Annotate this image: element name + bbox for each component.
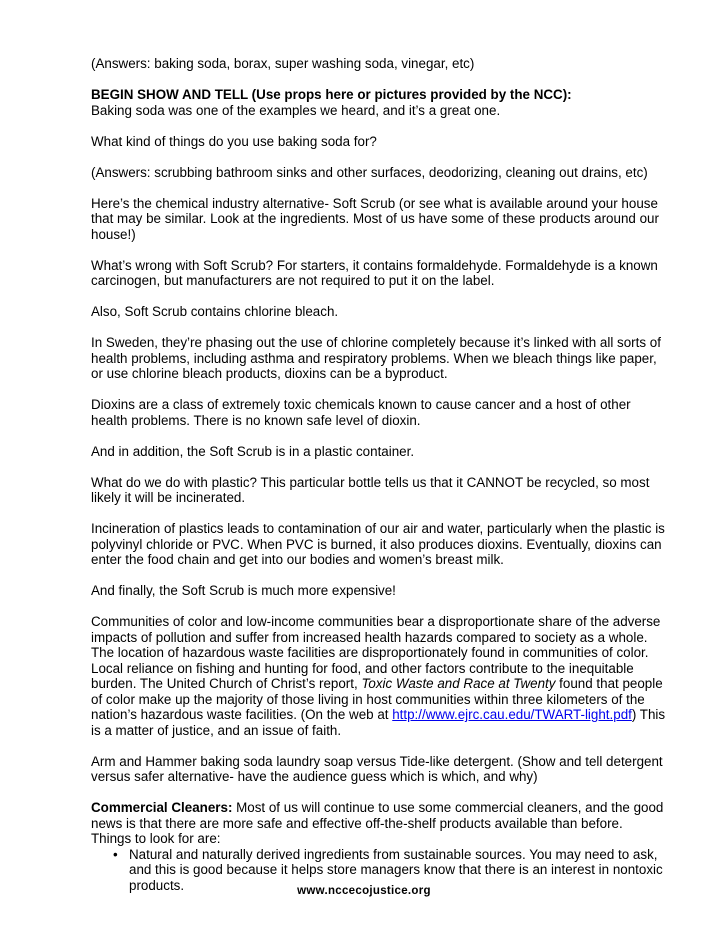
document-body xyxy=(91,56,666,893)
justice-text-c: ) This is a matter of justice, and an issue of faith. xyxy=(91,707,666,738)
report-title: Toxic Waste and Race at Twenty xyxy=(361,676,556,691)
incineration-paragraph: Incineration of plastics leads to contamination of our air and water, particularly when the plastic is polyvinyl chloride or PVC. When PVC is burned, it also produces dioxins. Eventually, dioxins can enter the food chain and get into our bodies and women’s breast milk. xyxy=(91,521,665,567)
list-item-text: Natural and naturally derived ingredients from sustainable sources. You may need to ask, and this is good because it helps store managers know that there is an interest in nontoxic products. xyxy=(129,846,663,893)
commercial-cleaners-heading: Commercial Cleaners: xyxy=(91,800,233,815)
report-link[interactable]: http://www.ejrc.cau.edu/TWART-light.pdf xyxy=(392,707,632,722)
justice-text-a: Communities of color and low-income communities bear a disproportionate share of the adverse impacts of pollution and suffer from increased health hazards compared to society as a whole. The location of hazardous waste facilities are disproportionately found in communities of color. Local reliance on fishing and hunting for food, and other factors contribute to the inequitable burden. The United Church of Christ’s report, xyxy=(91,614,661,691)
sweden-paragraph: In Sweden, they’re phasing out the use of chlorine completely because it’s linked with all sorts of health problems, including asthma and respiratory problems. When we bleach things like paper, or use chlorine bleach products, dioxins can be a byproduct. xyxy=(91,335,661,381)
answers-paragraph-2: (Answers: scrubbing bathroom sinks and other surfaces, deodorizing, cleaning out drains, etc) xyxy=(91,164,648,180)
detergent-paragraph: Arm and Hammer baking soda laundry soap versus Tide-like detergent. (Show and tell detergent versus safer alternative- have the audience guess which is which, and why) xyxy=(91,753,663,784)
soft-scrub-alternative-paragraph: Here’s the chemical industry alternative- Soft Scrub (or see what is available around your house that may be similar. Look at the ingredients. Most of us have some of these products around our house!) xyxy=(91,195,659,242)
show-and-tell-heading: BEGIN SHOW AND TELL (Use props here or pictures provided by the NCC): xyxy=(91,87,572,102)
answers-paragraph-1: (Answers: baking soda, borax, super washing soda, vinegar, etc) xyxy=(91,56,475,71)
plastic-container-paragraph: And in addition, the Soft Scrub is in a plastic container. xyxy=(91,443,415,459)
formaldehyde-paragraph: What’s wrong with Soft Scrub? For starters, it contains formaldehyde. Formaldehyde is a known carcinogen, but manufacturers are not required to put it on the label. xyxy=(91,257,658,288)
dioxins-paragraph: Dioxins are a class of extremely toxic chemicals known to cause cancer and a host of other health problems. There is no known safe level of dioxin. xyxy=(91,397,631,428)
chlorine-bleach-paragraph: Also, Soft Scrub contains chlorine bleach. xyxy=(91,304,339,319)
commercial-cleaners-body: Most of us will continue to use some commercial cleaners, and the good news is that there are more safe and effective off-the-shelf products available than before. Things to look for are: xyxy=(91,800,664,846)
show-and-tell-body: Baking soda was one of the examples we heard, and it’s a great one. xyxy=(91,102,501,118)
justice-text-b: found that people of color make up the majority of those living in host communities within three kilometers of the nation’s hazardous waste facilities. (On the web at xyxy=(91,676,663,722)
recycling-paragraph: What do we do with plastic? This particular bottle tells us that it CANNOT be recycled, so most likely it will be incinerated. xyxy=(91,474,650,505)
commercial-cleaners-paragraph xyxy=(91,800,666,847)
show-and-tell-paragraph xyxy=(91,87,666,118)
expensive-paragraph: And finally, the Soft Scrub is much more expensive! xyxy=(91,583,396,598)
bullet-icon: • xyxy=(113,846,118,862)
footer-url: www.nccecojustice.org xyxy=(297,885,431,897)
environmental-justice-paragraph xyxy=(91,614,666,738)
question-paragraph: What kind of things do you use baking soda for? xyxy=(91,133,377,149)
